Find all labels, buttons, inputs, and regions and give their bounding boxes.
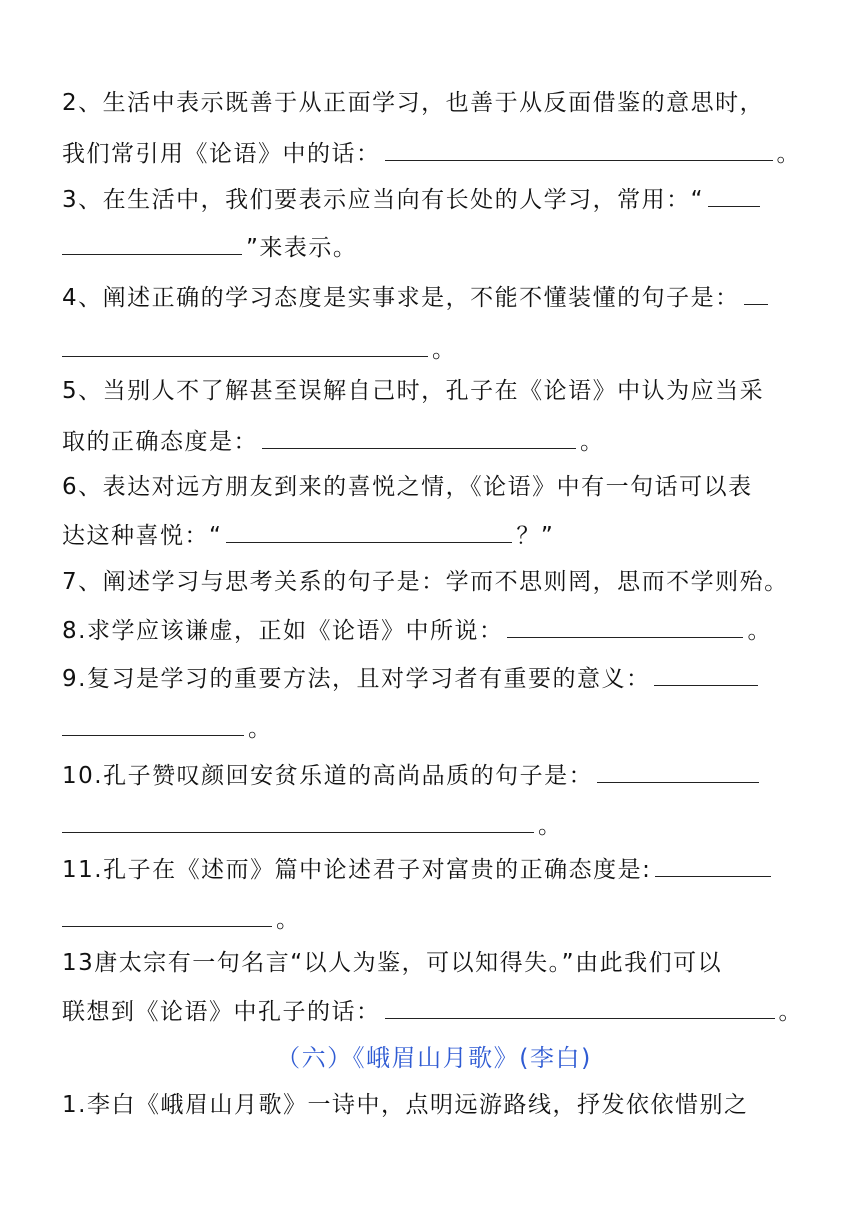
item-4-end: 。 [432,337,457,363]
item-5-answer-blank[interactable] [262,426,576,449]
item-11-answer-blank-b[interactable] [62,904,272,927]
item-8-line [62,615,772,646]
item-3-answer-blank-a[interactable] [708,184,760,207]
item-10-line-2 [62,810,563,841]
item-6-line-1: 6、表达对远方朋友到来的喜悦之情，《论语》中有一句话可以表 [62,474,753,500]
item-13-end: 。 [778,999,803,1025]
item-5-end: 。 [580,429,605,455]
item-9-line-1 [62,663,762,694]
item-6-line-2 [62,520,554,551]
item-11-answer-blank-a[interactable] [655,854,771,877]
item-13-line-2 [62,996,803,1027]
section-item-1-line: 1.李白《峨眉山月歌》一诗中，点明远游路线，抒发依依惜别之 [62,1092,749,1118]
item-8-end: 。 [747,618,772,644]
item-11-end: 。 [276,907,301,933]
item-8-answer-blank[interactable] [507,615,743,638]
item-7-line: 7、阐述学习与思考关系的句子是：学而不思则罔，思而不学则殆。 [62,569,789,595]
item-5-text: 取的正确态度是： [62,429,258,455]
item-2-line-2 [62,138,801,169]
item-3-text: 3、在生活中，我们要表示应当向有长处的人学习，常用：“ [62,187,705,213]
item-13-text: 联想到《论语》中孔子的话： [62,999,381,1025]
item-3-end: ”来表示。 [246,235,358,261]
item-4-answer-blank-b[interactable] [62,334,428,357]
item-4-text: 4、阐述正确的学习态度是实事求是，不能不懂装懂的句子是： [62,285,740,311]
item-9-answer-blank-a[interactable] [654,663,758,686]
item-9-answer-blank-b[interactable] [62,713,244,736]
item-11-line-2 [62,904,301,935]
item-5-line-1: 5、当别人不了解甚至误解自己时，孔子在《论语》中认为应当采 [62,378,765,404]
item-4-answer-blank-a[interactable] [744,282,768,305]
item-13-answer-blank[interactable] [385,996,775,1019]
section-heading: （六）《峨眉山月歌》(李白) [276,1044,592,1072]
item-8-text: 8.求学应该谦虚，正如《论语》中所说： [62,618,504,644]
item-10-end: 。 [538,813,563,839]
item-9-line-2 [62,713,273,744]
item-3-line-2 [62,232,357,263]
item-4-line-1 [62,282,772,313]
item-4-line-2 [62,334,457,365]
item-9-text: 9.复习是学习的重要方法，且对学习者有重要的意义： [62,666,651,692]
item-6-text: 达这种喜悦：“ [62,523,223,549]
item-2-answer-blank[interactable] [385,138,773,161]
item-11-line-1 [62,854,775,885]
item-13-line-1: 13唐太宗有一句名言“以人为鉴，可以知得失。”由此我们可以 [62,950,723,976]
item-10-text: 10.孔子赞叹颜回安贫乐道的高尚品质的句子是： [62,763,594,789]
item-10-line-1 [62,760,763,791]
item-10-answer-blank-a[interactable] [597,760,759,783]
item-10-answer-blank-b[interactable] [62,810,534,833]
item-11-text: 11.孔子在《述而》篇中论述君子对富贵的正确态度是: [62,857,652,883]
item-6-answer-blank[interactable] [226,520,512,543]
item-3-answer-blank-b[interactable] [62,232,242,255]
item-5-line-2 [62,426,605,457]
item-9-end: 。 [248,716,273,742]
item-3-line-1 [62,184,764,215]
item-2-line-1: 2、生活中表示既善于从正面学习，也善于从反面借鉴的意思时， [62,90,765,116]
item-6-end: ？” [516,523,555,549]
item-2-text: 我们常引用《论语》中的话： [62,141,381,167]
item-2-end: 。 [776,141,801,167]
